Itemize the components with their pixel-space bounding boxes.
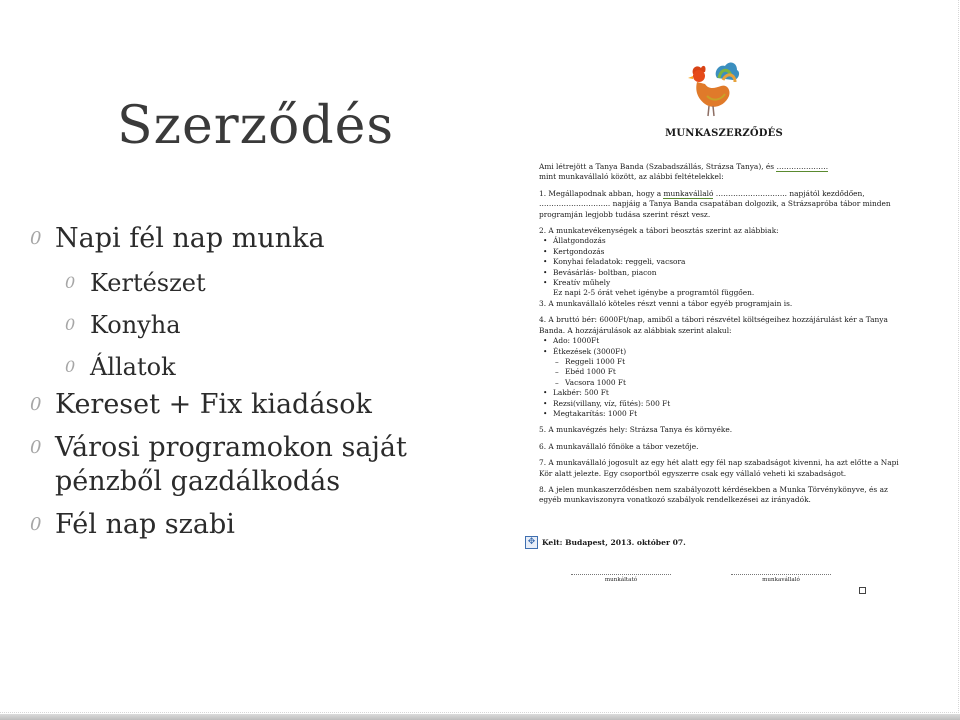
bullet-item bbox=[30, 508, 500, 542]
document-body bbox=[539, 162, 899, 506]
resize-handle-icon[interactable] bbox=[859, 587, 866, 594]
list-item: – Vacsora 1000 Ft bbox=[565, 378, 899, 388]
list-item: • Kertgondozás bbox=[553, 247, 899, 257]
rooster-logo-icon bbox=[679, 56, 749, 126]
bullet-item bbox=[30, 388, 500, 422]
bottom-border bbox=[0, 714, 960, 720]
doc-paragraph: 7. A munkavállaló jogosult az egy hét alatt egy fél nap szabadságot kivenni, ha azt előtte a Napi bbox=[539, 458, 899, 468]
bullet-text: Konyha bbox=[90, 311, 181, 339]
bullet-marker: 0 bbox=[30, 437, 42, 458]
list-item: • Megtakarítás: 1000 Ft bbox=[553, 409, 899, 419]
bullet-list bbox=[30, 222, 500, 542]
list-item: – Ebéd 1000 Ft bbox=[565, 367, 899, 377]
sub-bullet-item bbox=[30, 310, 500, 340]
doc-sublist bbox=[539, 357, 899, 388]
bullet-marker: 0 bbox=[30, 228, 42, 249]
bullet-marker: 0 bbox=[65, 315, 76, 334]
signature-employee: munkavállaló bbox=[731, 574, 831, 583]
bullet-text: Kereset + Fix kiadások bbox=[55, 389, 372, 420]
document-date: Kelt: Budapest, 2013. október 07. bbox=[542, 538, 686, 547]
doc-paragraph: 3. A munkavállaló köteles részt venni a tábor egyéb programjain is. bbox=[539, 298, 793, 308]
bullet-item bbox=[30, 222, 500, 256]
doc-paragraph: 2. A munkatevékenységek a tábori beosztás szerint az alábbiak: bbox=[539, 226, 779, 236]
doc-paragraph: 5. A munkavégzés hely: Strázsa Tanya és környéke. bbox=[539, 425, 733, 435]
bullet-marker: 0 bbox=[65, 357, 76, 376]
list-item: • Bevásárlás- boltban, piacon bbox=[553, 268, 899, 278]
bullet-marker: 0 bbox=[30, 514, 42, 535]
doc-paragraph: 4. A bruttó bér: 6000Ft/nap, amiből a tábori részvétel költségeihez hozzájárulást kér a Tanya bbox=[539, 315, 888, 325]
doc-list bbox=[539, 388, 899, 419]
table-move-handle-icon[interactable]: ✥ bbox=[525, 536, 538, 549]
bullet-text: Kertészet bbox=[90, 269, 206, 297]
doc-list bbox=[539, 336, 899, 357]
doc-paragraph: mint munkavállaló között, az alábbi feltételekkel: bbox=[539, 172, 724, 182]
list-item: • Konyhai feladatok: reggeli, vacsora bbox=[553, 257, 899, 267]
doc-paragraph bbox=[539, 162, 899, 172]
doc-text: munkavállaló bbox=[663, 188, 714, 198]
doc-text: ……………………….. napjától kezdődően, bbox=[713, 188, 865, 198]
doc-text: 1. Megállapodnak abban, hogy a bbox=[539, 188, 664, 198]
sub-bullet-item bbox=[30, 352, 500, 382]
list-item: • Kreatív műhely bbox=[553, 278, 899, 288]
doc-text: ………………… bbox=[776, 162, 829, 171]
doc-text: Ami létrejött a Tanya Banda (Szabadszállás, Strázsa Tanya), és bbox=[539, 162, 777, 171]
bullet-text: Állatok bbox=[90, 353, 176, 381]
list-item: • Rezsi(villany, víz, fűtés): 500 Ft bbox=[553, 399, 899, 409]
bullet-marker: 0 bbox=[30, 394, 42, 415]
doc-paragraph: Ez napi 2-5 órát vehet igénybe a programtól függően. bbox=[553, 288, 755, 298]
doc-paragraph: egyéb munkaviszonyra vonatkozó szabályok rendelkezései az irányadók. bbox=[539, 495, 811, 505]
document-date-line bbox=[525, 536, 686, 549]
bullet-text: Fél nap szabi bbox=[55, 509, 235, 540]
bullet-item bbox=[30, 431, 495, 499]
document-title: MUNKASZERZŐDÉS bbox=[665, 128, 783, 139]
bullet-marker: 0 bbox=[65, 273, 76, 292]
doc-paragraph: Kör alatt jelezte. Egy csoportból egyszerre csak egy vállaló veheti ki szabadságot. bbox=[539, 468, 847, 478]
sub-bullet-item bbox=[30, 268, 500, 298]
signature-employer: munkáltató bbox=[571, 574, 671, 583]
bullet-text: Napi fél nap munka bbox=[55, 223, 325, 254]
list-item: • Ado: 1000Ft bbox=[553, 336, 899, 346]
doc-paragraph: Banda. A hozzájárulások az alábbiak szerint alakul: bbox=[539, 325, 732, 335]
doc-paragraph: 8. A jelen munkaszerződésben nem szabályozott kérdésekben a Munka Törvénykönyve, és az bbox=[539, 484, 888, 494]
slide-title: Szerződés bbox=[117, 96, 395, 156]
bullet-text: Városi programokon saját pénzből gazdálkodás bbox=[55, 432, 407, 497]
doc-paragraph: programján legjobb tudása szerint részt vesz. bbox=[539, 209, 711, 219]
list-item: – Reggeli 1000 Ft bbox=[565, 357, 899, 367]
doc-paragraph bbox=[539, 189, 899, 199]
list-item: • Étkezések (3000Ft) bbox=[553, 347, 899, 357]
doc-paragraph: ……………………….. napjáig a Tanya Banda csapatában dolgozik, a Strázsapróba tábor minden bbox=[539, 199, 891, 209]
list-item: • Lakbér: 500 Ft bbox=[553, 388, 899, 398]
doc-paragraph: 6. A munkavállaló főnöke a tábor vezetője. bbox=[539, 441, 699, 451]
contract-document-image[interactable] bbox=[497, 48, 927, 628]
doc-list bbox=[539, 236, 899, 288]
list-item: • Állatgondozás bbox=[553, 236, 899, 246]
